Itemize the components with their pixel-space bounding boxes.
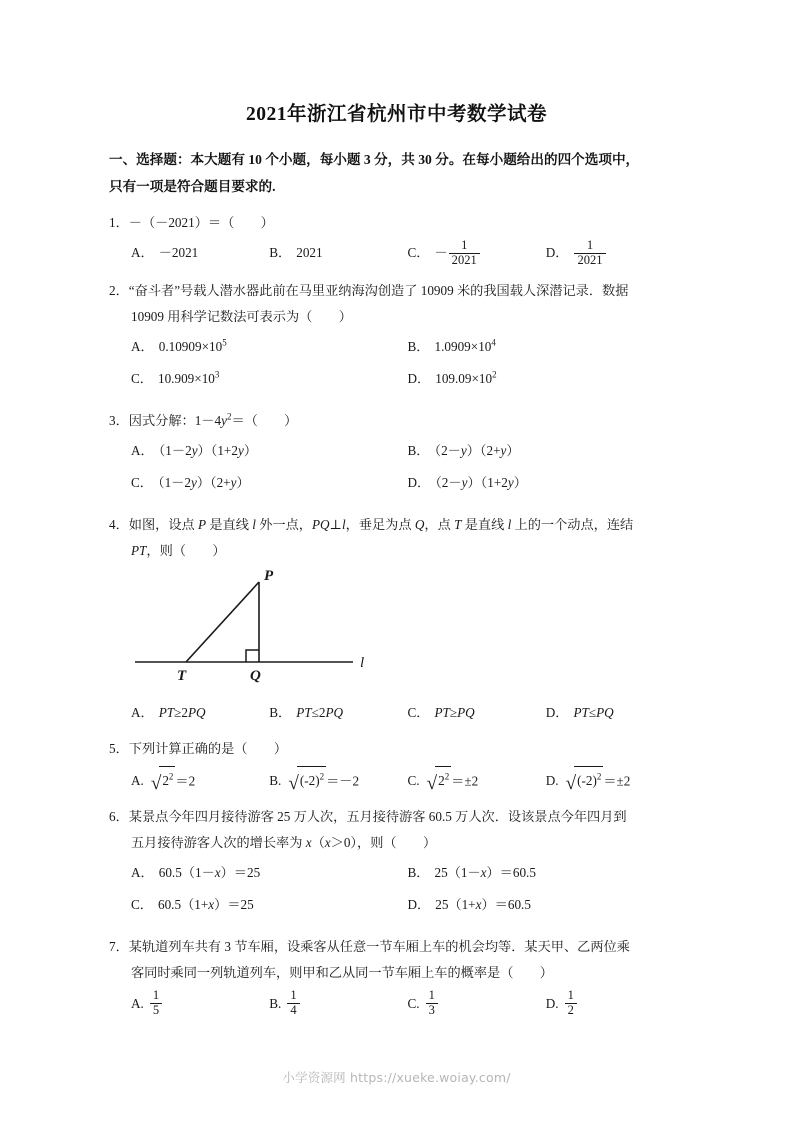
question-7-text-line-1: 某轨道列车共有 3 节车厢，设乘客从任意一节车厢上车的机会均等．某天甲、乙两位乘 xyxy=(128,939,630,955)
option-a-fraction xyxy=(150,989,162,1017)
question-3-exponent: 2 xyxy=(226,411,232,422)
radicand-base: 2 xyxy=(438,773,445,789)
question-4-stem-line-2 xyxy=(109,538,684,564)
option-b-mantissa: 1.0909 xyxy=(434,339,471,355)
option-b-expr-1: PT xyxy=(296,705,312,721)
option-b-operator: ≤2 xyxy=(311,705,326,721)
option-a[interactable] xyxy=(131,334,408,360)
question-2-options xyxy=(109,334,684,398)
option-d-letter: D． xyxy=(407,371,431,387)
fraction-denominator: 5 xyxy=(150,1003,162,1018)
question-4-figure xyxy=(109,566,684,696)
option-d[interactable] xyxy=(546,240,684,268)
option-a-part-2: ）（1+2 xyxy=(197,443,238,459)
question-2-number: 2． xyxy=(109,283,129,299)
question-1-text: －（－2021）＝（ ） xyxy=(128,215,274,230)
option-d-part-3: ） xyxy=(513,475,527,491)
option-c-part-1: 60.5（1+ xyxy=(157,897,209,913)
q6-text-b: （ xyxy=(311,835,325,851)
radicand xyxy=(574,766,603,794)
right-angle-marker xyxy=(246,650,259,662)
question-7 xyxy=(109,934,684,1018)
option-b-result: ＝－2 xyxy=(326,773,360,789)
option-a-expr-1: PT xyxy=(158,705,175,721)
perpendicular-symbol: ⊥ xyxy=(329,517,342,533)
option-d-variable-1: y xyxy=(461,475,468,491)
fraction-numerator: 1 xyxy=(152,988,160,1003)
option-c-part-1: （1－2 xyxy=(157,475,191,491)
question-6-stem xyxy=(109,804,684,856)
option-c-letter: C． xyxy=(131,897,153,913)
question-4-number: 4． xyxy=(109,517,129,533)
question-4 xyxy=(109,512,684,726)
option-a-part-1: （1－2 xyxy=(158,443,192,459)
option-d-variable-2: y xyxy=(507,475,514,491)
multiplication-sign: × xyxy=(470,339,479,355)
q4-segment-pq: PQ xyxy=(311,517,330,533)
option-d-expr-1: PT xyxy=(573,705,589,721)
option-b[interactable] xyxy=(408,438,685,464)
option-b-letter: B． xyxy=(269,705,292,721)
q4-text-rest: ，则（ ） xyxy=(146,543,226,559)
question-3-stem xyxy=(109,408,684,434)
option-c[interactable] xyxy=(131,366,408,392)
q6-text-a: 五月接待游客人次的增长率为 xyxy=(131,835,306,851)
fraction-numerator: 1 xyxy=(428,988,435,1003)
radicand xyxy=(435,766,451,794)
question-2 xyxy=(109,278,684,398)
option-b-exponent: 4 xyxy=(491,337,496,348)
option-b-letter: B． xyxy=(407,865,430,881)
question-7-number: 7． xyxy=(109,939,129,955)
q4-line-l2: l xyxy=(341,517,346,533)
q4-text-c: 外一点， xyxy=(255,517,312,533)
option-a-exponent: 5 xyxy=(222,337,227,348)
option-d-letter: D． xyxy=(545,705,569,721)
option-c-part-2: ）＝25 xyxy=(214,897,254,913)
question-5-stem xyxy=(109,736,684,762)
option-a-letter: A. xyxy=(131,995,144,1011)
option-c-result: ＝±2 xyxy=(451,773,479,789)
q4-text-b: 是直线 xyxy=(206,517,253,533)
option-b-letter: B． xyxy=(269,245,292,260)
option-c-part-2: ）（2+ xyxy=(196,475,231,491)
q4-point-t: T xyxy=(454,517,462,533)
option-c-radical xyxy=(425,766,452,794)
question-4-options xyxy=(109,700,684,726)
option-d-exponent: 2 xyxy=(492,369,497,380)
option-b-part-3: ） xyxy=(506,443,520,459)
section-heading xyxy=(109,146,684,200)
option-b-letter: B. xyxy=(269,995,282,1011)
option-d-letter: D. xyxy=(545,995,559,1011)
option-a[interactable] xyxy=(131,990,269,1018)
option-b-variable-1: y xyxy=(460,443,467,459)
option-d-fraction xyxy=(574,239,605,267)
option-a-operator: ≥2 xyxy=(174,705,188,721)
option-b-radical xyxy=(286,766,326,794)
option-c[interactable] xyxy=(408,766,546,794)
option-c-sign: － xyxy=(434,245,448,261)
question-3-text-prefix: 因式分解：1－4 xyxy=(128,413,222,429)
option-d-letter: D． xyxy=(407,475,431,491)
question-5-options xyxy=(109,766,684,794)
q4-segment-pt: PT xyxy=(131,543,147,559)
option-d-letter: D． xyxy=(545,245,569,261)
option-b[interactable] xyxy=(408,334,685,360)
label-p: P xyxy=(264,568,274,585)
option-a-part-1: 60.5（1－ xyxy=(158,865,215,881)
option-b-letter: B． xyxy=(407,339,430,355)
q4-text-e: ，垂足为点 xyxy=(345,517,415,533)
option-b-part-2: ）（2+ xyxy=(466,443,501,459)
option-b-expr-2: PQ xyxy=(325,705,344,721)
question-4-stem xyxy=(109,512,684,564)
radical-sign: √ xyxy=(150,772,162,794)
question-1 xyxy=(109,210,684,268)
fraction-numerator: 1 xyxy=(586,238,594,252)
option-b-part-1: 25（1－ xyxy=(434,865,481,881)
question-5-number: 5． xyxy=(109,741,129,757)
question-2-text-line-2: 10909 用科学记数法可表示为（ ） xyxy=(131,309,352,325)
option-d[interactable] xyxy=(408,892,685,918)
option-d[interactable] xyxy=(546,990,684,1018)
option-d[interactable] xyxy=(408,470,685,496)
question-5-text: 下列计算正确的是（ ） xyxy=(128,741,288,757)
option-a[interactable] xyxy=(131,240,269,268)
option-a-variable-1: y xyxy=(191,443,198,459)
option-d-result: ＝±2 xyxy=(603,773,631,789)
option-a-expr-2: PQ xyxy=(187,705,206,721)
question-3 xyxy=(109,408,684,502)
option-d-radical xyxy=(564,766,604,794)
option-a-part-2: ）＝25 xyxy=(220,865,261,881)
option-c-letter: C． xyxy=(131,371,153,387)
geometry-diagram xyxy=(131,566,391,691)
option-c-expr-1: PT xyxy=(434,705,450,721)
exam-content xyxy=(109,126,684,1019)
q4-point-q: Q xyxy=(414,517,425,533)
option-c[interactable] xyxy=(408,700,546,726)
option-d-operator: ≤ xyxy=(588,705,597,721)
radicand-exponent: 2 xyxy=(168,771,174,782)
option-c-fraction xyxy=(426,989,438,1017)
footer-watermark: 小学资源网 https://xueke.woiay.com/ xyxy=(282,1070,511,1085)
multiplication-sign: × xyxy=(201,339,210,355)
question-3-options xyxy=(109,438,684,502)
radicand-base: (-2) xyxy=(577,773,597,789)
option-a-text: －2021 xyxy=(158,245,199,260)
option-a-letter: A． xyxy=(131,443,154,459)
q4-text-g: 是直线 xyxy=(461,517,508,533)
q6-variable-x: x xyxy=(305,835,312,851)
option-b-letter: B． xyxy=(407,443,430,459)
radicand-exponent: 2 xyxy=(444,771,450,782)
fraction-denominator: 2021 xyxy=(574,253,605,268)
radical-sign: √ xyxy=(565,772,577,794)
option-a-base: 10 xyxy=(209,339,223,355)
question-6 xyxy=(109,804,684,924)
section-heading-line-1: 一、选择题：本大题有 10 个小题，每小题 3 分，共 30 分。在每小题给出的四个选项中， xyxy=(109,152,640,167)
option-c-expr-2: PQ xyxy=(457,705,475,721)
q4-point-p: P xyxy=(198,517,207,533)
q4-text-a: 如图，设点 xyxy=(128,517,199,533)
option-c-exponent: 3 xyxy=(214,369,220,380)
q6-text-c: ＞0），则（ ） xyxy=(330,835,437,851)
option-b-letter: B. xyxy=(269,773,282,789)
fraction-denominator: 4 xyxy=(287,1003,299,1018)
option-b-base: 10 xyxy=(478,339,492,355)
option-a[interactable] xyxy=(131,860,408,886)
radical-sign: √ xyxy=(288,772,299,794)
option-c-letter: C． xyxy=(131,475,153,491)
option-c[interactable] xyxy=(131,892,408,918)
question-6-text-line-1: 某景点今年四月接待游客 25 万人次，五月接待游客 60.5 万人次．设该景点今年四月到 xyxy=(128,809,627,825)
option-d-part-2: ）（1+2 xyxy=(467,475,508,491)
option-a-mantissa: 0.10909 xyxy=(158,339,202,355)
fraction-numerator: 1 xyxy=(567,988,574,1003)
label-l: l xyxy=(360,655,365,672)
question-3-text-suffix: ＝（ ） xyxy=(231,413,298,429)
q4-text-f: ，点 xyxy=(424,517,455,533)
option-d-letter: D. xyxy=(545,773,559,789)
option-a-letter: A． xyxy=(131,865,154,881)
option-d-letter: D． xyxy=(407,897,431,913)
option-a-letter: A. xyxy=(131,773,144,789)
option-c-fraction xyxy=(449,239,480,267)
question-6-stem-line-2 xyxy=(109,830,684,856)
option-c-base: 10 xyxy=(201,371,215,387)
radicand-base: 2 xyxy=(162,773,169,789)
option-d-mantissa: 109.09 xyxy=(435,371,472,387)
option-b[interactable] xyxy=(269,240,407,268)
option-a-letter: A． xyxy=(131,705,154,721)
option-d[interactable] xyxy=(546,766,684,794)
option-c-letter: C． xyxy=(407,245,430,261)
option-a-radical xyxy=(149,766,176,794)
option-d[interactable] xyxy=(408,366,685,392)
question-6-options xyxy=(109,860,684,924)
radical-sign: √ xyxy=(426,772,438,794)
question-3-variable: y xyxy=(221,413,227,429)
q6-variable-x2: x xyxy=(324,835,331,851)
fraction-numerator: 1 xyxy=(290,988,297,1003)
fraction-denominator: 2 xyxy=(565,1003,577,1018)
option-a-variable-2: y xyxy=(237,443,244,459)
radicand xyxy=(159,766,175,794)
question-6-number: 6． xyxy=(109,809,129,825)
radicand-exponent: 2 xyxy=(319,771,325,782)
option-c[interactable] xyxy=(408,990,546,1018)
option-c-part-3: ） xyxy=(236,475,250,491)
option-b[interactable] xyxy=(269,766,407,794)
option-d-variable: x xyxy=(475,897,482,913)
fraction-denominator: 3 xyxy=(426,1003,438,1018)
option-a[interactable] xyxy=(131,700,269,726)
fraction-denominator: 2021 xyxy=(449,253,480,268)
question-3-number: 3． xyxy=(109,413,129,429)
option-d[interactable] xyxy=(546,700,684,726)
option-a-part-3: ） xyxy=(243,443,257,459)
option-c-letter: C. xyxy=(407,773,420,789)
option-b[interactable] xyxy=(269,990,407,1018)
section-heading-line-2: 只有一项是符合题目要求的. xyxy=(109,179,276,194)
fraction-numerator: 1 xyxy=(461,238,468,252)
option-d-expr-2: PQ xyxy=(596,705,614,721)
option-c-variable-2: y xyxy=(230,475,237,491)
option-c-variable: x xyxy=(208,897,215,913)
option-d-fraction xyxy=(565,989,577,1017)
option-c[interactable] xyxy=(131,470,408,496)
option-c-letter: C． xyxy=(407,705,430,721)
option-b[interactable] xyxy=(408,860,685,886)
option-a-letter: A． xyxy=(131,339,154,355)
option-d-part-1: （2－ xyxy=(435,475,462,491)
option-c-operator: ≥ xyxy=(449,705,458,721)
question-1-options xyxy=(109,240,684,268)
option-b-text: 2021 xyxy=(296,245,323,260)
option-b-variable: x xyxy=(480,865,487,881)
label-t: T xyxy=(177,668,187,685)
option-c[interactable] xyxy=(408,240,546,268)
option-d-part-2: ）＝60.5 xyxy=(481,897,531,913)
option-b-fraction xyxy=(287,989,299,1017)
radicand-exponent: 2 xyxy=(596,771,602,782)
page-title: 2021年浙江省杭州市中考数学试卷 xyxy=(245,104,547,125)
option-a-variable: x xyxy=(214,865,221,881)
q4-text-h: 上的一个动点，连结 xyxy=(511,517,634,533)
radicand-base: (-2) xyxy=(299,773,320,789)
option-b-part-2: ）＝60.5 xyxy=(486,865,536,881)
option-a[interactable] xyxy=(131,438,408,464)
option-c-mantissa: 10.909 xyxy=(157,371,195,387)
q4-line-l: l xyxy=(252,517,256,533)
option-a-letter: A． xyxy=(131,245,154,260)
option-b-part-1: （2－ xyxy=(434,443,461,459)
question-1-stem xyxy=(109,210,684,236)
question-2-stem xyxy=(109,278,684,330)
option-c-variable-1: y xyxy=(190,475,197,491)
question-1-number: 1． xyxy=(109,215,129,230)
radicand xyxy=(297,766,326,794)
question-7-text-line-2: 客同时乘同一列轨道列车，则甲和乙从同一节车厢上车的概率是（ ） xyxy=(131,965,553,981)
option-b[interactable] xyxy=(269,700,407,726)
question-5 xyxy=(109,736,684,794)
option-d-part-1: 25（1+ xyxy=(435,897,476,913)
q4-line-l3: l xyxy=(507,517,512,533)
option-b-variable-2: y xyxy=(500,443,507,459)
option-a[interactable] xyxy=(131,766,269,794)
question-2-text-line-1: “奋斗者”号载人潜水器此前在马里亚纳海沟创造了 10909 米的我国载人深潜记录．数据 xyxy=(128,283,629,299)
label-q: Q xyxy=(250,668,261,685)
option-c-letter: C. xyxy=(407,995,420,1011)
option-d-base: 10 xyxy=(478,371,493,387)
option-a-result: ＝2 xyxy=(175,773,196,789)
multiplication-sign: × xyxy=(471,371,479,387)
question-7-options xyxy=(109,990,684,1018)
multiplication-sign: × xyxy=(194,371,202,387)
question-7-stem xyxy=(109,934,684,986)
